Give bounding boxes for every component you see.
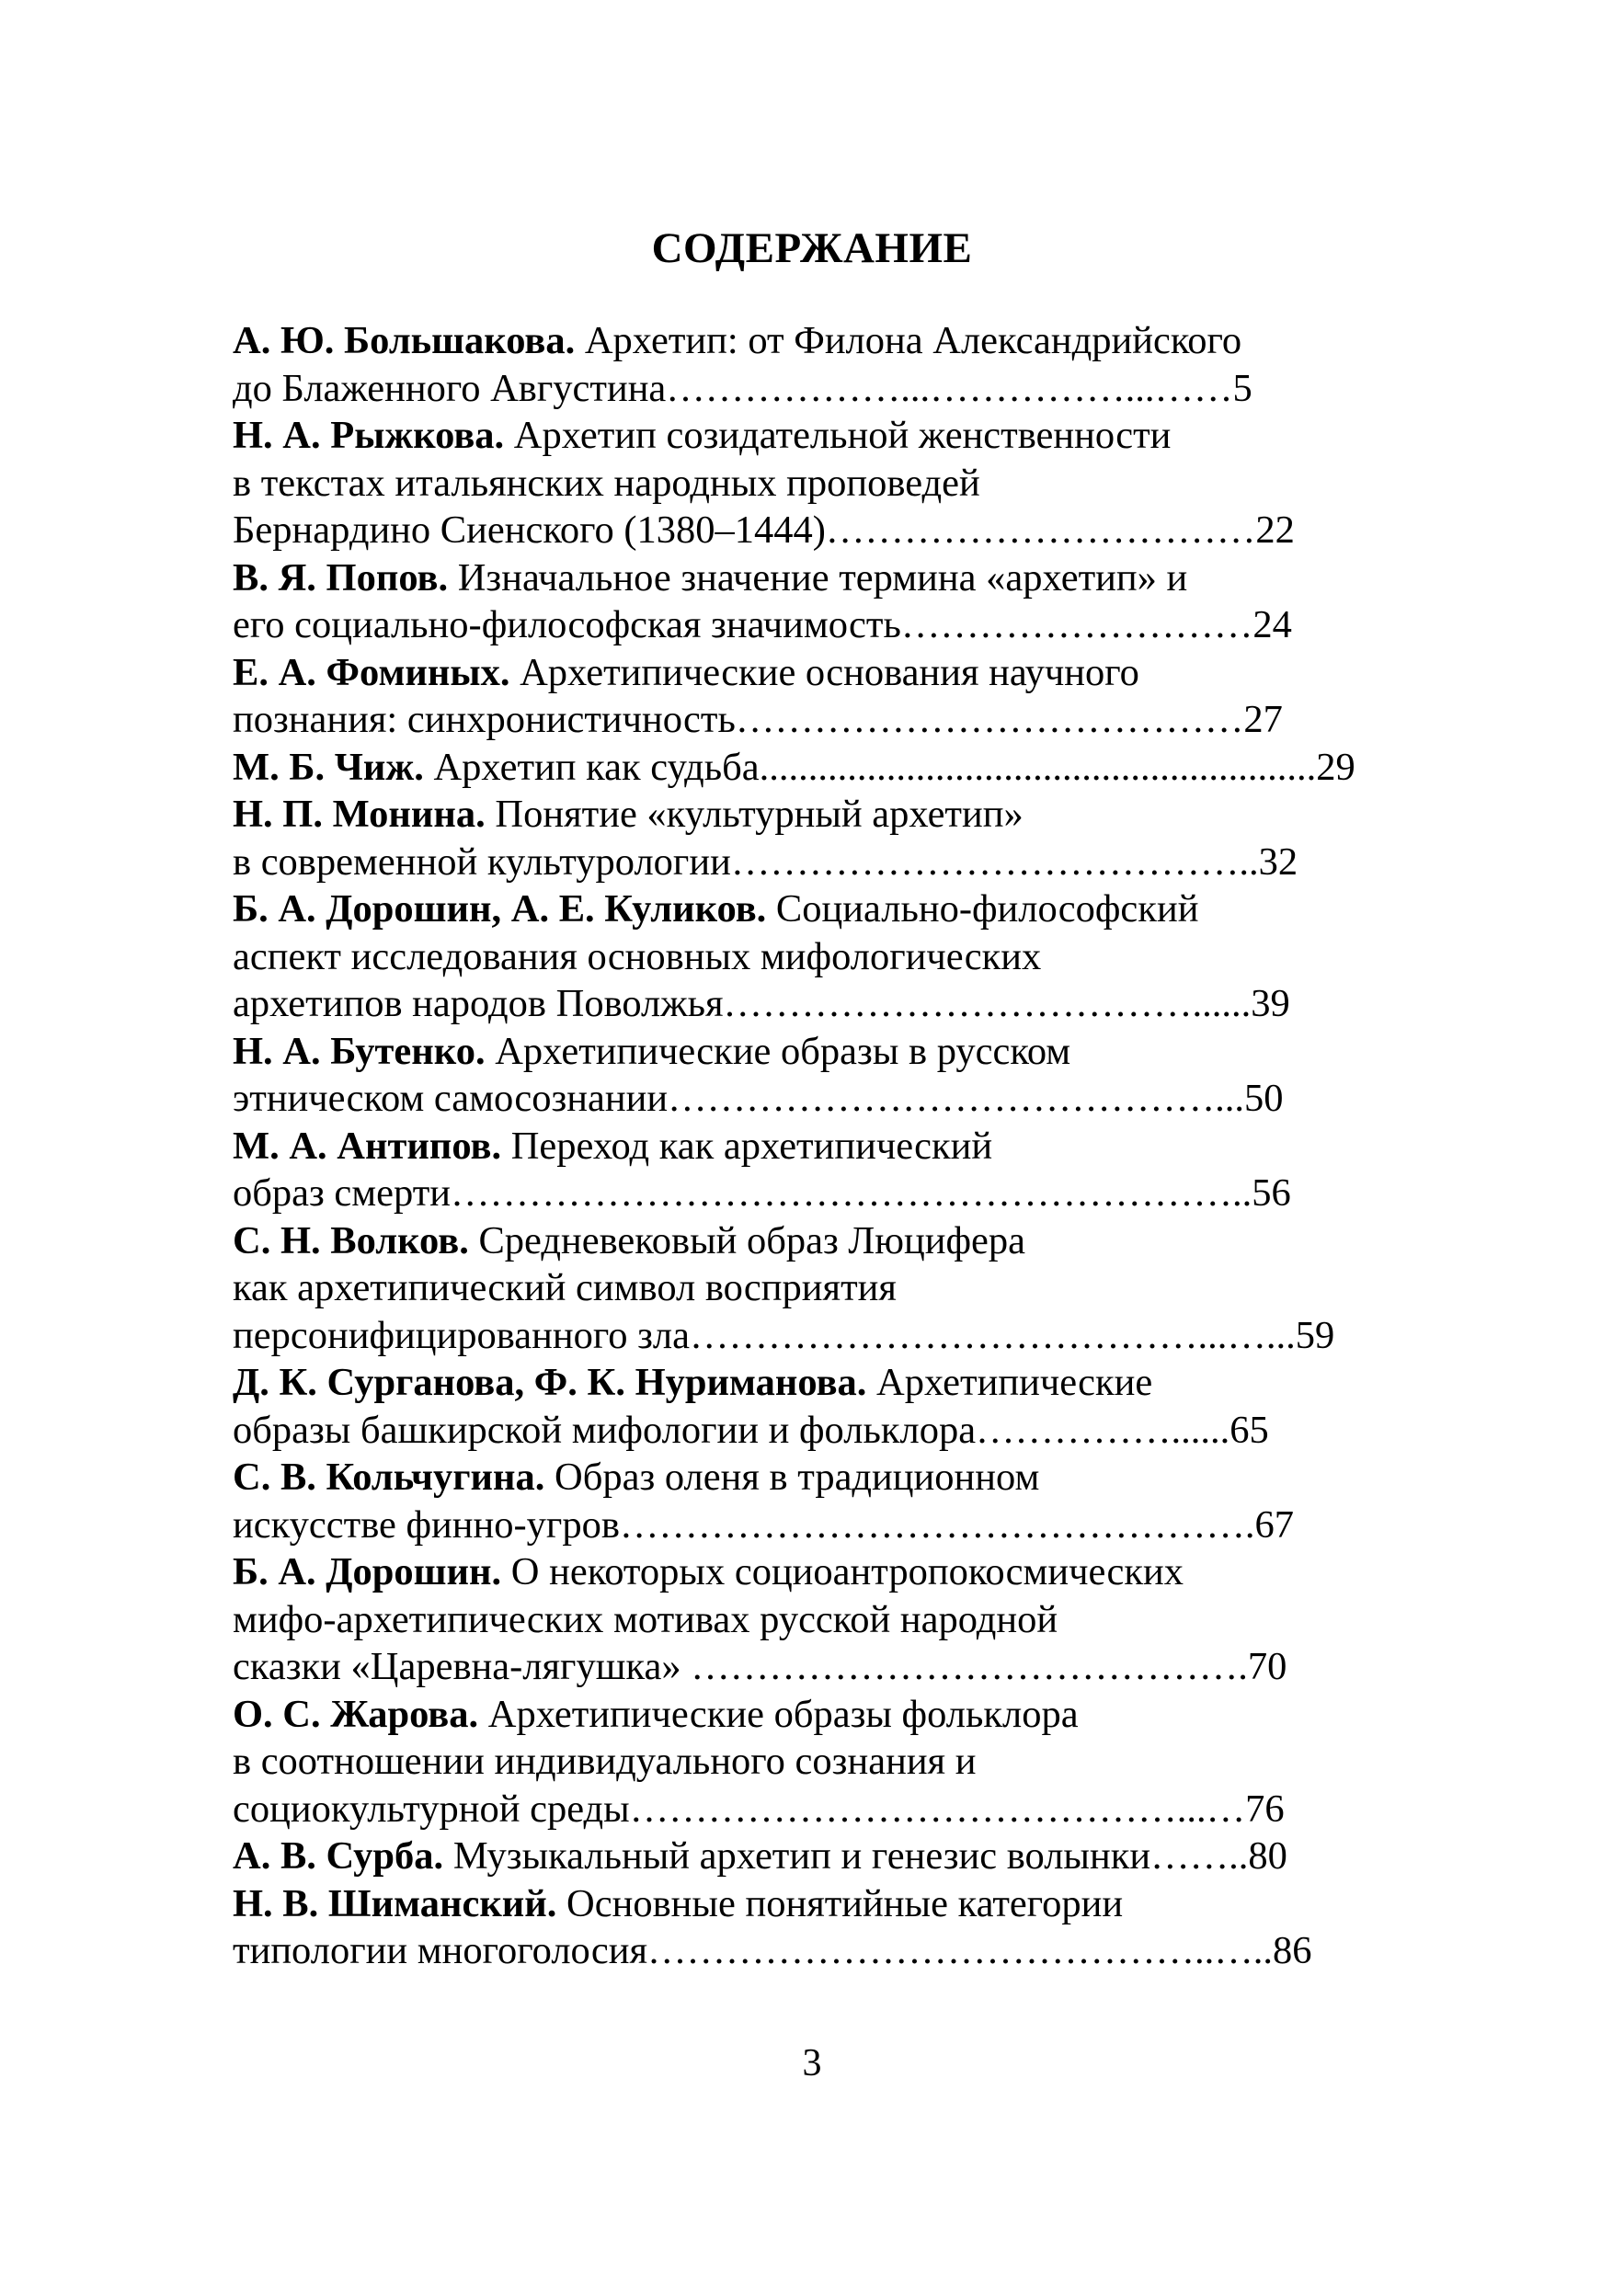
toc-line [233,1596,1401,1644]
toc-text: персонифицированного зла…………………………………...…...59 [233,1313,1335,1357]
toc-text: О некоторых социоантропокосмических [501,1550,1184,1593]
toc-text: социокультурной среды……………………………………...…76 [233,1787,1285,1831]
page-title: СОДЕРЖАНИЕ [651,224,973,272]
toc-text: архетипов народов Поволжья………………………………......39 [233,982,1290,1025]
toc-text: этническом самосознании……………………………………...50 [233,1077,1284,1120]
toc-line [233,1028,1401,1076]
toc-author: Е. А. Фоминых. [233,650,510,694]
toc-author: Н. А. Бутенко. [233,1029,486,1073]
toc-text: Понятие «культурный архетип» [485,793,1024,836]
toc-line [233,1833,1401,1880]
toc-line [233,1880,1401,1928]
toc-text: Архетипические основания научного [509,650,1139,694]
toc-line [233,744,1401,792]
toc-line [233,1264,1401,1312]
toc-text: Архетип как судьба.........................................................29 [423,745,1355,789]
toc-text: Социально-философский [766,887,1199,931]
toc-text: в современной культурологии…………………………………..32 [233,839,1298,884]
toc-line [233,1786,1401,1833]
toc-line [233,1548,1401,1596]
toc-text: до Блаженного Августина………………...……………...……5 [233,366,1252,410]
page-number: 3 [802,2042,822,2084]
toc-line [233,317,1401,365]
toc-author: А. В. Сурба. [233,1834,444,1878]
toc-line [233,460,1401,508]
toc-author: Н. П. Монина. [233,793,486,836]
toc-line [233,1502,1401,1549]
toc-line [233,1454,1401,1502]
toc-line [233,1738,1401,1786]
toc-line [233,980,1401,1028]
toc-line [233,791,1401,839]
toc-text: Изначальное значение термина «архетип» и [448,555,1188,600]
toc-author: Б. А. Дорошин. [233,1550,502,1593]
toc-text: образы башкирской мифологии и фольклора……………......65 [233,1408,1269,1452]
toc-author: В. Я. Попов. [233,555,449,600]
toc-author: Б. А. Дорошин, А. Е. Куликов. [233,887,767,931]
toc-author: Н. А. Рыжкова. [233,414,505,457]
toc-text: типологии многоголосия……………………………………..…..86 [233,1929,1312,1972]
toc-author: О. С. Жарова. [233,1692,479,1736]
toc-text: в соотношении индивидуального сознания и [233,1740,977,1783]
toc-line [233,1312,1401,1360]
toc-text: Архетипические образы в русском [485,1029,1071,1073]
toc-line [233,885,1401,933]
toc-text: образ смерти……………………………………………………..56 [233,1171,1291,1215]
toc-line [233,1927,1401,1975]
toc-line [233,1407,1401,1455]
toc-author: С. В. Кольчугина. [233,1456,545,1499]
toc-text: в текстах итальянских народных проповедей [233,461,980,505]
toc-text: его социально-философская значимость………………………24 [233,603,1292,646]
toc-line [233,649,1401,697]
toc-text: Музыкальный архетип и генезис волынки……..80 [443,1834,1287,1878]
toc-line [233,1123,1401,1171]
table-of-contents [233,317,1401,1975]
toc-text: мифо-архетипических мотивах русской народной [233,1597,1058,1641]
toc-line [233,696,1401,744]
toc-line [233,507,1401,554]
toc-text: Основные понятийные категории [556,1881,1124,1925]
toc-author: Н. В. Шиманский. [233,1881,557,1925]
toc-line [233,839,1401,886]
toc-line [233,1643,1401,1691]
toc-text: познания: синхронистичность…………………………………27 [233,698,1283,741]
toc-author: М. А. Антипов. [233,1124,502,1168]
toc-author: С. Н. Волков. [233,1218,469,1262]
toc-text: Архетипические образы фольклора [478,1692,1079,1736]
toc-text: искусстве финно-угров………………………………………….67 [233,1502,1295,1547]
toc-author: А. Ю. Большакова. [233,319,576,362]
toc-line [233,554,1401,602]
toc-text: Образ оленя в традиционном [544,1456,1040,1499]
toc-text: Архетипические [866,1361,1153,1404]
toc-text: Архетип созидательной женственности [504,414,1172,457]
toc-text: Архетип: от Филона Александрийского [575,319,1242,362]
toc-text: Переход как архетипический [501,1124,993,1168]
toc-line [233,1691,1401,1739]
toc-line [233,412,1401,460]
toc-line [233,601,1401,649]
toc-text: Бернардино Сиенского (1380–1444)……………………………22 [233,508,1295,552]
toc-line [233,1170,1401,1217]
toc-text: Средневековый образ Люцифера [468,1218,1025,1262]
toc-line [233,1217,1401,1265]
toc-author: Д. К. Сурганова, Ф. К. Нуриманова. [233,1361,867,1404]
toc-text: аспект исследования основных мифологических [233,934,1042,978]
toc-text: сказки «Царевна-лягушка» …………………………………….70 [233,1645,1287,1688]
toc-line [233,1075,1401,1123]
toc-line [233,1359,1401,1407]
toc-line [233,933,1401,981]
toc-line [233,365,1401,413]
toc-author: М. Б. Чиж. [233,745,424,789]
toc-text: как архетипический символ восприятия [233,1266,897,1309]
